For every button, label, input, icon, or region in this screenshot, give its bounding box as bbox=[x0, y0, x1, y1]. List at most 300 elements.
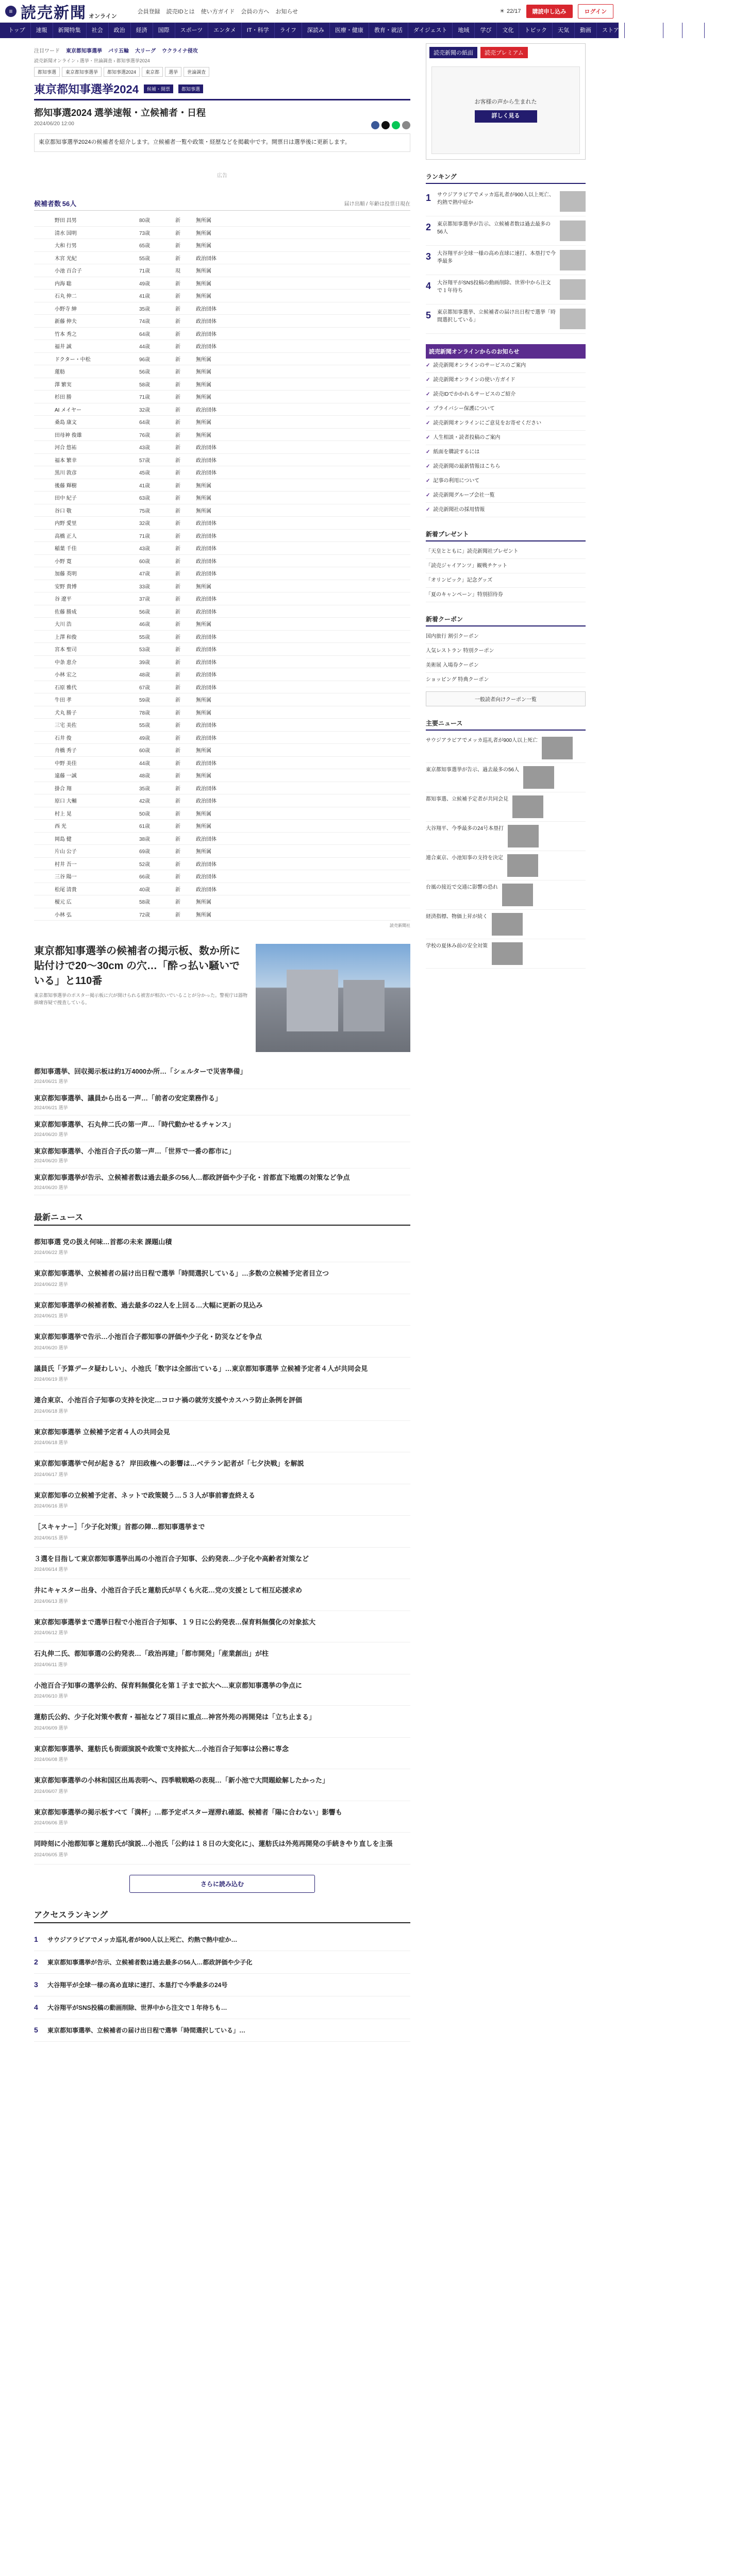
list-item[interactable] bbox=[34, 1548, 410, 1580]
candidate-party: 政治団体 bbox=[194, 441, 410, 454]
candidate-age: 56歳 bbox=[137, 365, 173, 378]
news-headline[interactable]: 議員氏「予算データ疑わしい」、小池氏「数字は全部出ている」…東京都知事選挙 立候補予定者４人が共同会見 bbox=[34, 1364, 368, 1372]
list-item[interactable]: ✓ 紙面を購読するには bbox=[426, 445, 586, 460]
candidate-name: 澤 繁実 bbox=[34, 378, 137, 391]
list-item[interactable]: 「読売ジャイアンツ」観戦チケット bbox=[426, 559, 586, 573]
list-item[interactable] bbox=[34, 1706, 410, 1738]
table-row[interactable] bbox=[34, 605, 410, 618]
candidate-age: 69歳 bbox=[137, 845, 173, 858]
candidate-age: 80歳 bbox=[137, 214, 173, 227]
feature-article[interactable] bbox=[34, 944, 410, 1052]
list-item[interactable]: 東京都知事選挙、議員から出る一声…「前者の安定業務作る」 2024/06/21 選挙 bbox=[34, 1089, 410, 1116]
candidate-party: 無所属 bbox=[194, 820, 410, 833]
news-headline[interactable]: 東京都知事選挙の候補者数、過去最多の22人を上回る…大幅に更新の見込み bbox=[34, 1301, 263, 1309]
header-link-2[interactable]: 使い方ガイド bbox=[201, 8, 235, 15]
list-item[interactable]: 都知事選、立候補予定者が共同会見 bbox=[426, 792, 586, 822]
site-logo[interactable]: 読売新聞 オンライン bbox=[21, 4, 117, 22]
news-headline[interactable]: 東京都知事選挙で何が起きる？ 岸田政権への影響は…ベテラン記者が「七夕決戦」を解説 bbox=[34, 1460, 304, 1468]
table-row[interactable] bbox=[34, 643, 410, 656]
nav-item[interactable]: 天気 bbox=[553, 23, 575, 38]
nav-item[interactable]: 教育・就活 bbox=[369, 23, 408, 38]
topic-tag[interactable]: 世論調査 bbox=[184, 67, 209, 77]
news-headline[interactable]: 井にキャスター出身、小池百合子氏と蓮舫氏が早くも火花…党の支援として相互応援求め bbox=[34, 1586, 303, 1595]
related-list bbox=[34, 1062, 410, 1195]
list-item[interactable]: 人気レストラン 特別クーポン bbox=[426, 644, 586, 658]
breadcrumb[interactable]: 読売新聞オンライン › 選挙・世論調査 › 都知事選挙2024 bbox=[34, 58, 150, 63]
nav-item[interactable]: 社会 bbox=[87, 23, 109, 38]
header-link-4[interactable]: お知らせ bbox=[275, 8, 298, 15]
sun-icon: ☀ bbox=[500, 8, 505, 14]
load-more-button[interactable]: さらに読み込む bbox=[129, 1875, 315, 1893]
topic-tag[interactable]: 東京都 bbox=[142, 67, 163, 77]
list-item[interactable]: 東京都知事選挙が告示、立候補者数は過去最多の56人…都政評価や少子化・首都直下地震の対策など争点 2024/06/20 選挙 bbox=[34, 1168, 410, 1195]
site-header bbox=[0, 0, 619, 23]
candidate-party: 無所属 bbox=[194, 416, 410, 429]
candidate-name: 杉田 勝 bbox=[34, 391, 137, 403]
nav-item[interactable]: プレミアム bbox=[625, 23, 663, 38]
table-row[interactable] bbox=[34, 857, 410, 870]
candidate-party: 政治団体 bbox=[194, 567, 410, 580]
table-row[interactable] bbox=[34, 214, 410, 227]
list-item[interactable]: 5 東京都知事選挙、立候補者の届け出日程で選挙「時間選択している」 bbox=[426, 304, 586, 334]
list-item[interactable] bbox=[34, 1452, 410, 1484]
candidate-party: 政治団体 bbox=[194, 883, 410, 895]
table-row[interactable] bbox=[34, 870, 410, 883]
table-row[interactable] bbox=[34, 302, 410, 315]
candidate-party: 無所属 bbox=[194, 352, 410, 365]
section-pill[interactable]: 候補・開票 bbox=[144, 84, 173, 93]
news-headline[interactable]: 東京都知事選挙 立候補予定者４人の共同会見 bbox=[34, 1428, 170, 1436]
table-row[interactable] bbox=[34, 403, 410, 416]
page-subtitle: 都知事選2024 選挙速報・立候補者・日程 bbox=[34, 108, 206, 118]
candidate-party: 無所属 bbox=[194, 580, 410, 592]
list-item[interactable]: 3 大谷翔平が全球一様の高め直球に速打、本塁打で今季最多 bbox=[426, 246, 586, 275]
nav-item[interactable]: トピック bbox=[519, 23, 553, 38]
main-nav bbox=[0, 23, 699, 38]
table-row[interactable] bbox=[34, 655, 410, 668]
list-item[interactable]: 美術展 入場券クーポン bbox=[426, 658, 586, 673]
candidate-party: 無所属 bbox=[194, 226, 410, 239]
list-item[interactable]: 1 サウジアラビアでメッカ巡礼者が900人以上死亡、灼熱で熱中症か… bbox=[34, 1928, 410, 1951]
nav-item[interactable]: 地域 bbox=[453, 23, 475, 38]
table-row[interactable] bbox=[34, 428, 410, 441]
list-item[interactable]: 1 サウジアラビアでメッカ巡礼者が900人以上死亡、灼熱で熱中症か bbox=[426, 187, 586, 216]
list-item[interactable]: 3 大谷翔平が全球一様の高め直球に速打、本塁打で今季最多の24号 bbox=[34, 1974, 410, 1996]
candidate-party: 無所属 bbox=[194, 845, 410, 858]
candidate-party: 政治団体 bbox=[194, 668, 410, 681]
candidate-name: 福本 繁幸 bbox=[34, 453, 137, 466]
coupon-list bbox=[426, 630, 586, 687]
candidate-party: 無所属 bbox=[194, 391, 410, 403]
table-row[interactable] bbox=[34, 416, 410, 429]
table-row[interactable] bbox=[34, 845, 410, 858]
candidate-name: 蓮舫 bbox=[34, 365, 137, 378]
list-item[interactable]: ✓ 読売新聞オンラインにご意見をお寄せください bbox=[426, 416, 586, 431]
list-item[interactable]: 大谷翔平、今季最多の24号本塁打 bbox=[426, 822, 586, 851]
header-link-3[interactable]: 会員の方へ bbox=[241, 8, 270, 15]
candidate-st: 新 bbox=[173, 365, 194, 378]
list-item[interactable] bbox=[34, 1611, 410, 1643]
candidate-age: 35歳 bbox=[137, 782, 173, 794]
topic-tag[interactable]: 都知事選2024 bbox=[104, 67, 140, 77]
list-item[interactable] bbox=[34, 1833, 410, 1865]
table-row[interactable] bbox=[34, 744, 410, 757]
list-item[interactable] bbox=[34, 1421, 410, 1453]
news-headline[interactable]: 石丸伸二氏、都知事選の公約発表…「政治再建」「都市開発」「産業創出」が柱 bbox=[34, 1650, 269, 1658]
candidate-age: 96歳 bbox=[137, 352, 173, 365]
nav-item[interactable]: ストア bbox=[597, 23, 625, 38]
search-input[interactable] bbox=[708, 26, 744, 35]
table-row[interactable] bbox=[34, 769, 410, 782]
news-headline[interactable]: 東京都知事選挙の小林和国区出馬表明へ、四季戦戦略の表現…「新小池で大問題絵解したかった」 bbox=[34, 1776, 329, 1785]
list-item[interactable] bbox=[34, 1294, 410, 1326]
topic-tag[interactable]: 都知事選 bbox=[34, 67, 60, 77]
line-icon[interactable] bbox=[392, 121, 400, 129]
candidate-age: 61歳 bbox=[137, 820, 173, 833]
ad-banner[interactable]: 広告 bbox=[217, 173, 227, 179]
nav-item[interactable]: スポーツ bbox=[175, 23, 209, 38]
subscribe-button[interactable]: 購読申し込み bbox=[526, 5, 573, 18]
candidate-age: 71歳 bbox=[137, 529, 173, 542]
trend-tag[interactable]: 東京都知事選挙 bbox=[66, 48, 102, 54]
trend-tag[interactable]: ウクライナ侵攻 bbox=[162, 48, 198, 54]
list-item[interactable]: ✓ 読売新聞社の採用情報 bbox=[426, 503, 586, 517]
table-row[interactable] bbox=[34, 391, 410, 403]
table-row[interactable] bbox=[34, 756, 410, 769]
candidate-st: 新 bbox=[173, 214, 194, 227]
list-item[interactable]: ✓ 読売IDでかかれるサービスのご紹介 bbox=[426, 387, 586, 402]
candidate-age: 58歳 bbox=[137, 895, 173, 908]
candidate-name: 石原 雅代 bbox=[34, 681, 137, 693]
candidate-age: 32歳 bbox=[137, 403, 173, 416]
sidebar-ad[interactable]: お客様の声から生まれた 詳しく見る bbox=[431, 66, 580, 154]
list-item[interactable] bbox=[34, 1738, 410, 1770]
candidate-name: 小池 百合子 bbox=[34, 264, 137, 277]
news-headline[interactable]: 東京都知事選挙、立候補者の届け出日程で選挙「時間選択している」…多数の立候補予定者目立つ bbox=[34, 1269, 329, 1278]
candidate-name: 谷 遼平 bbox=[34, 592, 137, 605]
candidate-age: 55歳 bbox=[137, 630, 173, 643]
candidate-name: 中条 恵介 bbox=[34, 655, 137, 668]
candidate-name: 犬丸 勝子 bbox=[34, 706, 137, 719]
header-link-1[interactable]: 読売IDとは bbox=[166, 8, 195, 15]
candidate-st: 新 bbox=[173, 883, 194, 895]
nav-item[interactable]: 政治 bbox=[109, 23, 131, 38]
list-item[interactable]: 東京都知事選挙が告示、過去最多の56人 bbox=[426, 763, 586, 792]
candidate-name: 小林 弘 bbox=[34, 908, 137, 921]
table-row[interactable] bbox=[34, 251, 410, 264]
candidate-age: 72歳 bbox=[137, 908, 173, 921]
news-headline[interactable]: ［スキャナー］「少子化対策」首都の陣…都知事選挙まで bbox=[34, 1523, 205, 1531]
candidate-name: 遠藤 一誠 bbox=[34, 769, 137, 782]
table-row[interactable] bbox=[34, 719, 410, 732]
candidate-age: 63歳 bbox=[137, 492, 173, 504]
nav-item[interactable]: 新聞特集 bbox=[53, 23, 87, 38]
section-pill[interactable]: 都知事選 bbox=[178, 84, 203, 93]
table-row[interactable] bbox=[34, 693, 410, 706]
main-column bbox=[34, 43, 410, 2042]
list-item[interactable]: 台風の接近で交通に影響の恐れ bbox=[426, 880, 586, 910]
table-row[interactable] bbox=[34, 277, 410, 290]
candidate-name: 清水 国明 bbox=[34, 226, 137, 239]
candidate-st: 新 bbox=[173, 706, 194, 719]
sidebar-tab[interactable]: 読売新聞の紙面 bbox=[429, 47, 477, 58]
nav-item[interactable]: ライフ bbox=[275, 23, 302, 38]
table-row[interactable] bbox=[34, 832, 410, 845]
table-row[interactable] bbox=[34, 895, 410, 908]
trend-tag[interactable]: 大リーグ bbox=[135, 48, 156, 54]
list-item[interactable] bbox=[34, 1579, 410, 1611]
list-item[interactable]: ✓ 読売新聞オンラインのサービスのご案内 bbox=[426, 359, 586, 373]
news-meta: 2024/06/06 選挙 bbox=[34, 1820, 68, 1826]
candidate-age: 59歳 bbox=[137, 693, 173, 706]
table-row[interactable] bbox=[34, 706, 410, 719]
list-item[interactable] bbox=[34, 1801, 410, 1833]
list-item[interactable] bbox=[34, 1674, 410, 1706]
list-item[interactable] bbox=[34, 1262, 410, 1294]
list-item[interactable] bbox=[34, 1326, 410, 1358]
candidate-st: 新 bbox=[173, 756, 194, 769]
table-row[interactable] bbox=[34, 315, 410, 328]
nav-item[interactable]: エンタメ bbox=[208, 23, 242, 38]
list-item[interactable] bbox=[34, 1231, 410, 1263]
table-row[interactable] bbox=[34, 378, 410, 391]
list-item[interactable]: 4 大谷翔平がSNS投稿の動画削除、世界中から注文で１年待ちも… bbox=[34, 1996, 410, 2019]
candidate-age: 44歳 bbox=[137, 340, 173, 353]
table-row[interactable] bbox=[34, 340, 410, 353]
header-link-0[interactable]: 会員登録 bbox=[137, 8, 160, 15]
table-row[interactable] bbox=[34, 592, 410, 605]
table-row[interactable] bbox=[34, 226, 410, 239]
coupon-list-button[interactable]: 一般読者向けクーポン一覧 bbox=[426, 691, 586, 706]
candidate-name: 後藤 輝樹 bbox=[34, 479, 137, 492]
table-row[interactable] bbox=[34, 529, 410, 542]
news-headline[interactable]: 連合東京、小池百合子知事の支持を決定…コロナ禍の就労支援やカスハラ防止条例を評価 bbox=[34, 1396, 303, 1404]
news-headline[interactable]: 蓮舫氏公約、少子化対策や教育・福祉など７項目に重点…神宮外苑の再開発は「立ち止まる」 bbox=[34, 1713, 316, 1721]
candidate-name: 牛田 孝 bbox=[34, 693, 137, 706]
table-row[interactable] bbox=[34, 492, 410, 504]
table-row[interactable] bbox=[34, 352, 410, 365]
candidate-name: 小野 寛 bbox=[34, 554, 137, 567]
nav-item[interactable]: 速報 bbox=[31, 23, 53, 38]
list-item[interactable]: 都知事選挙、回収掲示板は約1万4000か所…「シェルターで災害準備」 2024/06/21 選挙 bbox=[34, 1062, 410, 1089]
table-row[interactable] bbox=[34, 807, 410, 820]
list-item[interactable]: 「夏のキャンペーン」特別招待券 bbox=[426, 588, 586, 602]
candidate-st: 新 bbox=[173, 580, 194, 592]
table-row[interactable] bbox=[34, 554, 410, 567]
candidate-age: 39歳 bbox=[137, 655, 173, 668]
candidate-age: 37歳 bbox=[137, 592, 173, 605]
candidate-party: 政治団体 bbox=[194, 857, 410, 870]
candidate-st: 新 bbox=[173, 870, 194, 883]
candidate-age: 32歳 bbox=[137, 517, 173, 530]
table-row[interactable] bbox=[34, 630, 410, 643]
candidate-age: 53歳 bbox=[137, 643, 173, 656]
nav-item[interactable]: 学び bbox=[475, 23, 497, 38]
feature-title[interactable]: 東京都知事選挙の候補者の掲示板、数か所に貼付けで20～30cm の穴…「酔っ払い騒いでいる」と110番 bbox=[34, 945, 240, 987]
list-item[interactable]: 「天皇とともに」読売新聞社プレゼント bbox=[426, 545, 586, 559]
table-row[interactable] bbox=[34, 441, 410, 454]
candidate-st: 新 bbox=[173, 479, 194, 492]
table-row[interactable] bbox=[34, 504, 410, 517]
news-headline[interactable]: 東京都知事選挙で告示…小池百合子都知事の評価や少子化・防災などを争点 bbox=[34, 1333, 262, 1341]
table-row[interactable] bbox=[34, 618, 410, 631]
nav-item[interactable]: 医療・健康 bbox=[330, 23, 369, 38]
list-item[interactable]: 学校の夏休み前の安全対策 bbox=[426, 939, 586, 969]
candidate-name: 榎元 広 bbox=[34, 895, 137, 908]
feature-body: 東京都知事選挙のポスター掲示板に穴が開けられる被害が相次いでいることが分かった。警視庁は器物損壊容疑で捜査している。 bbox=[34, 993, 248, 1006]
table-row[interactable] bbox=[34, 580, 410, 592]
table-row[interactable] bbox=[34, 542, 410, 555]
lead-text: 東京都知事選挙2024の候補者を紹介します。立候補者一覧や政策・経歴などを掲載中です。開票日は選挙後に更新します。 bbox=[34, 133, 410, 152]
candidate-age: 55歳 bbox=[137, 251, 173, 264]
candidate-name: 舟橋 秀子 bbox=[34, 744, 137, 757]
nav-item[interactable]: 経済 bbox=[131, 23, 153, 38]
table-row[interactable] bbox=[34, 731, 410, 744]
candidate-name: 村井 吾一 bbox=[34, 857, 137, 870]
news-headline[interactable]: 同時刻に小池都知事と蓮舫氏が演説…小池氏「公約は１８日の大変化に」、蓮舫氏は外苑再開発の手続きやり直しを主張 bbox=[34, 1840, 393, 1848]
list-item[interactable]: 「オリンピック」記念グッズ bbox=[426, 573, 586, 588]
feature-image[interactable] bbox=[256, 944, 410, 1052]
nav-item[interactable]: 文化 bbox=[497, 23, 519, 38]
candidate-age: 64歳 bbox=[137, 327, 173, 340]
list-item[interactable]: ✓ 記事の利用について bbox=[426, 474, 586, 488]
nav-item[interactable]: 動画 bbox=[575, 23, 597, 38]
news-headline[interactable]: 東京都知事選挙、蓮舫氏も街頭演説や政策で支持拡大…小池百合子知事は公務に専念 bbox=[34, 1744, 289, 1753]
news-list bbox=[34, 1231, 410, 1865]
topic-tag[interactable]: 選挙 bbox=[165, 67, 181, 77]
table-row[interactable] bbox=[34, 327, 410, 340]
news-meta: 2024/06/19 選挙 bbox=[34, 1377, 68, 1382]
candidate-party: 政治団体 bbox=[194, 453, 410, 466]
candidate-party: 無所属 bbox=[194, 492, 410, 504]
list-item[interactable] bbox=[34, 1358, 410, 1389]
candidate-st: 新 bbox=[173, 567, 194, 580]
nav-item[interactable]: IT・科学 bbox=[242, 23, 275, 38]
nav-item[interactable]: 深読み bbox=[302, 23, 330, 38]
list-item[interactable]: 4 大谷翔平がSNS投稿の動画削除、世界中から注文で１年待ち bbox=[426, 275, 586, 304]
candidate-party: 政治団体 bbox=[194, 719, 410, 732]
table-row[interactable] bbox=[34, 883, 410, 895]
candidate-age: 46歳 bbox=[137, 618, 173, 631]
table-row[interactable] bbox=[34, 479, 410, 492]
news-headline[interactable]: 東京都知事選挙の掲示板すべて「満杯」…都予定ポスター遅滞れ確認、候補者「陽に合わない」影響も bbox=[34, 1808, 342, 1816]
table-row[interactable] bbox=[34, 567, 410, 580]
table-row[interactable] bbox=[34, 668, 410, 681]
list-item[interactable]: 5 東京都知事選挙、立候補者の届け出日程で選挙「時間選択している」… bbox=[34, 2019, 410, 2042]
candidate-st: 新 bbox=[173, 744, 194, 757]
list-item[interactable] bbox=[34, 1484, 410, 1516]
candidate-st: 新 bbox=[173, 731, 194, 744]
news-headline[interactable]: 都知事選 党の扱え何味…首都の未来 課題山積 bbox=[34, 1238, 172, 1246]
list-item[interactable]: 東京都知事選挙、小池百合子氏の第一声…「世界で一番の都市に」 2024/06/20 選挙 bbox=[34, 1142, 410, 1169]
candidate-st: 新 bbox=[173, 517, 194, 530]
list-item[interactable]: ショッピング 特典クーポン bbox=[426, 673, 586, 687]
link-icon[interactable] bbox=[402, 121, 410, 129]
candidate-name: 岡島 健 bbox=[34, 832, 137, 845]
table-row[interactable] bbox=[34, 365, 410, 378]
list-item[interactable]: 国内旅行 割引クーポン bbox=[426, 630, 586, 644]
nav-item[interactable]: 国際 bbox=[153, 23, 175, 38]
table-row[interactable] bbox=[34, 466, 410, 479]
table-row[interactable] bbox=[34, 239, 410, 252]
list-item[interactable]: 2 東京都知事選挙が告示、立候補者数は過去最多の56人…都政評価や少子化 bbox=[34, 1951, 410, 1974]
table-row[interactable] bbox=[34, 517, 410, 530]
list-item[interactable]: ✓ 人生相談・読者投稿のご案内 bbox=[426, 431, 586, 445]
table-row[interactable] bbox=[34, 794, 410, 807]
candidate-name: 内海 聡 bbox=[34, 277, 137, 290]
list-item[interactable] bbox=[34, 1642, 410, 1674]
table-row[interactable] bbox=[34, 782, 410, 794]
candidate-party: 政治団体 bbox=[194, 782, 410, 794]
nav-item[interactable]: ダイジェスト bbox=[408, 23, 453, 38]
list-item[interactable] bbox=[34, 1516, 410, 1548]
candidate-party: 政治団体 bbox=[194, 327, 410, 340]
candidate-name: AI メイヤー bbox=[34, 403, 137, 416]
present-list bbox=[426, 545, 586, 602]
nav-search[interactable]: ⌕ 検索 bbox=[663, 23, 749, 38]
candidate-st: 新 bbox=[173, 428, 194, 441]
list-item[interactable] bbox=[34, 1389, 410, 1421]
news-headline[interactable]: 東京都知事の立候補予定者、ネットで政策競う…５３人が事前審査終える bbox=[34, 1491, 256, 1499]
photo-credit: 読売新聞社 bbox=[390, 923, 410, 928]
list-item[interactable]: 連合東京、小池知事の支持を決定 bbox=[426, 851, 586, 880]
list-item[interactable]: ✓ プライバシー保護について bbox=[426, 402, 586, 416]
sidebar bbox=[426, 43, 586, 2042]
candidate-name: 西 光 bbox=[34, 820, 137, 833]
candidate-name: 小林 宏之 bbox=[34, 668, 137, 681]
list-item[interactable]: 経済指標、物価上昇が続く bbox=[426, 910, 586, 939]
table-row[interactable] bbox=[34, 453, 410, 466]
weather-widget[interactable]: ☀ 22/17 bbox=[500, 8, 521, 14]
candidate-party: 政治団体 bbox=[194, 403, 410, 416]
news-meta: 2024/06/17 選挙 bbox=[34, 1471, 68, 1477]
news-headline[interactable]: 小池百合子知事の選挙公約、保育料無償化を第１子まで拡大へ…東京都知事選挙の争点に bbox=[34, 1681, 303, 1689]
list-item[interactable]: ✓ 読売新聞グループ会社一覧 bbox=[426, 488, 586, 503]
list-item[interactable]: サウジアラビアでメッカ巡礼者が900人以上死亡 bbox=[426, 734, 586, 763]
candidate-st: 現 bbox=[173, 264, 194, 277]
candidate-name: 原口 大輔 bbox=[34, 794, 137, 807]
table-row[interactable] bbox=[34, 820, 410, 833]
candidate-party: 無所属 bbox=[194, 693, 410, 706]
table-row[interactable] bbox=[34, 908, 410, 921]
login-button[interactable]: ログイン bbox=[578, 4, 613, 19]
candidate-st: 新 bbox=[173, 618, 194, 631]
candidate-age: 58歳 bbox=[137, 378, 173, 391]
candidate-age: 48歳 bbox=[137, 769, 173, 782]
news-headline[interactable]: ３選を目指して東京都知事選挙出馬の小池百合子知事、公約発表…少子化や高齢者対策など bbox=[34, 1554, 309, 1563]
trend-tag[interactable]: パリ五輪 bbox=[108, 48, 129, 54]
table-row[interactable] bbox=[34, 290, 410, 302]
list-item[interactable]: ✓ 読売新聞の最新情報はこちら bbox=[426, 460, 586, 474]
table-row[interactable] bbox=[34, 681, 410, 693]
x-icon[interactable] bbox=[381, 121, 390, 129]
candidate-age: 45歳 bbox=[137, 466, 173, 479]
list-item[interactable]: 東京都知事選挙、石丸伸二氏の第一声…「時代動かせるチャンス」 2024/06/20 選挙 bbox=[34, 1115, 410, 1142]
topic-tag[interactable]: 東京都知事選挙 bbox=[62, 67, 102, 77]
facebook-icon[interactable] bbox=[371, 121, 379, 129]
candidate-party: 無所属 bbox=[194, 908, 410, 921]
list-item[interactable]: ✓ 読売新聞オンラインの使い方ガイド bbox=[426, 373, 586, 387]
list-item[interactable] bbox=[34, 1769, 410, 1801]
news-section-title: 最新ニュース bbox=[34, 1211, 410, 1226]
sidebar-tab[interactable]: 読売プレミアム bbox=[480, 47, 528, 58]
news-headline[interactable]: 東京都知事選挙まで選挙日程で小池百合子知事、１９日に公約発表…保育料無償化の対象拡大 bbox=[34, 1618, 316, 1626]
menu-icon[interactable]: ≡ bbox=[5, 6, 16, 17]
candidate-st: 新 bbox=[173, 327, 194, 340]
nav-item[interactable]: トップ bbox=[3, 23, 31, 38]
list-item[interactable]: 2 東京都知事選挙が告示、立候補者数は過去最多の56人 bbox=[426, 216, 586, 246]
table-row[interactable] bbox=[34, 264, 410, 277]
